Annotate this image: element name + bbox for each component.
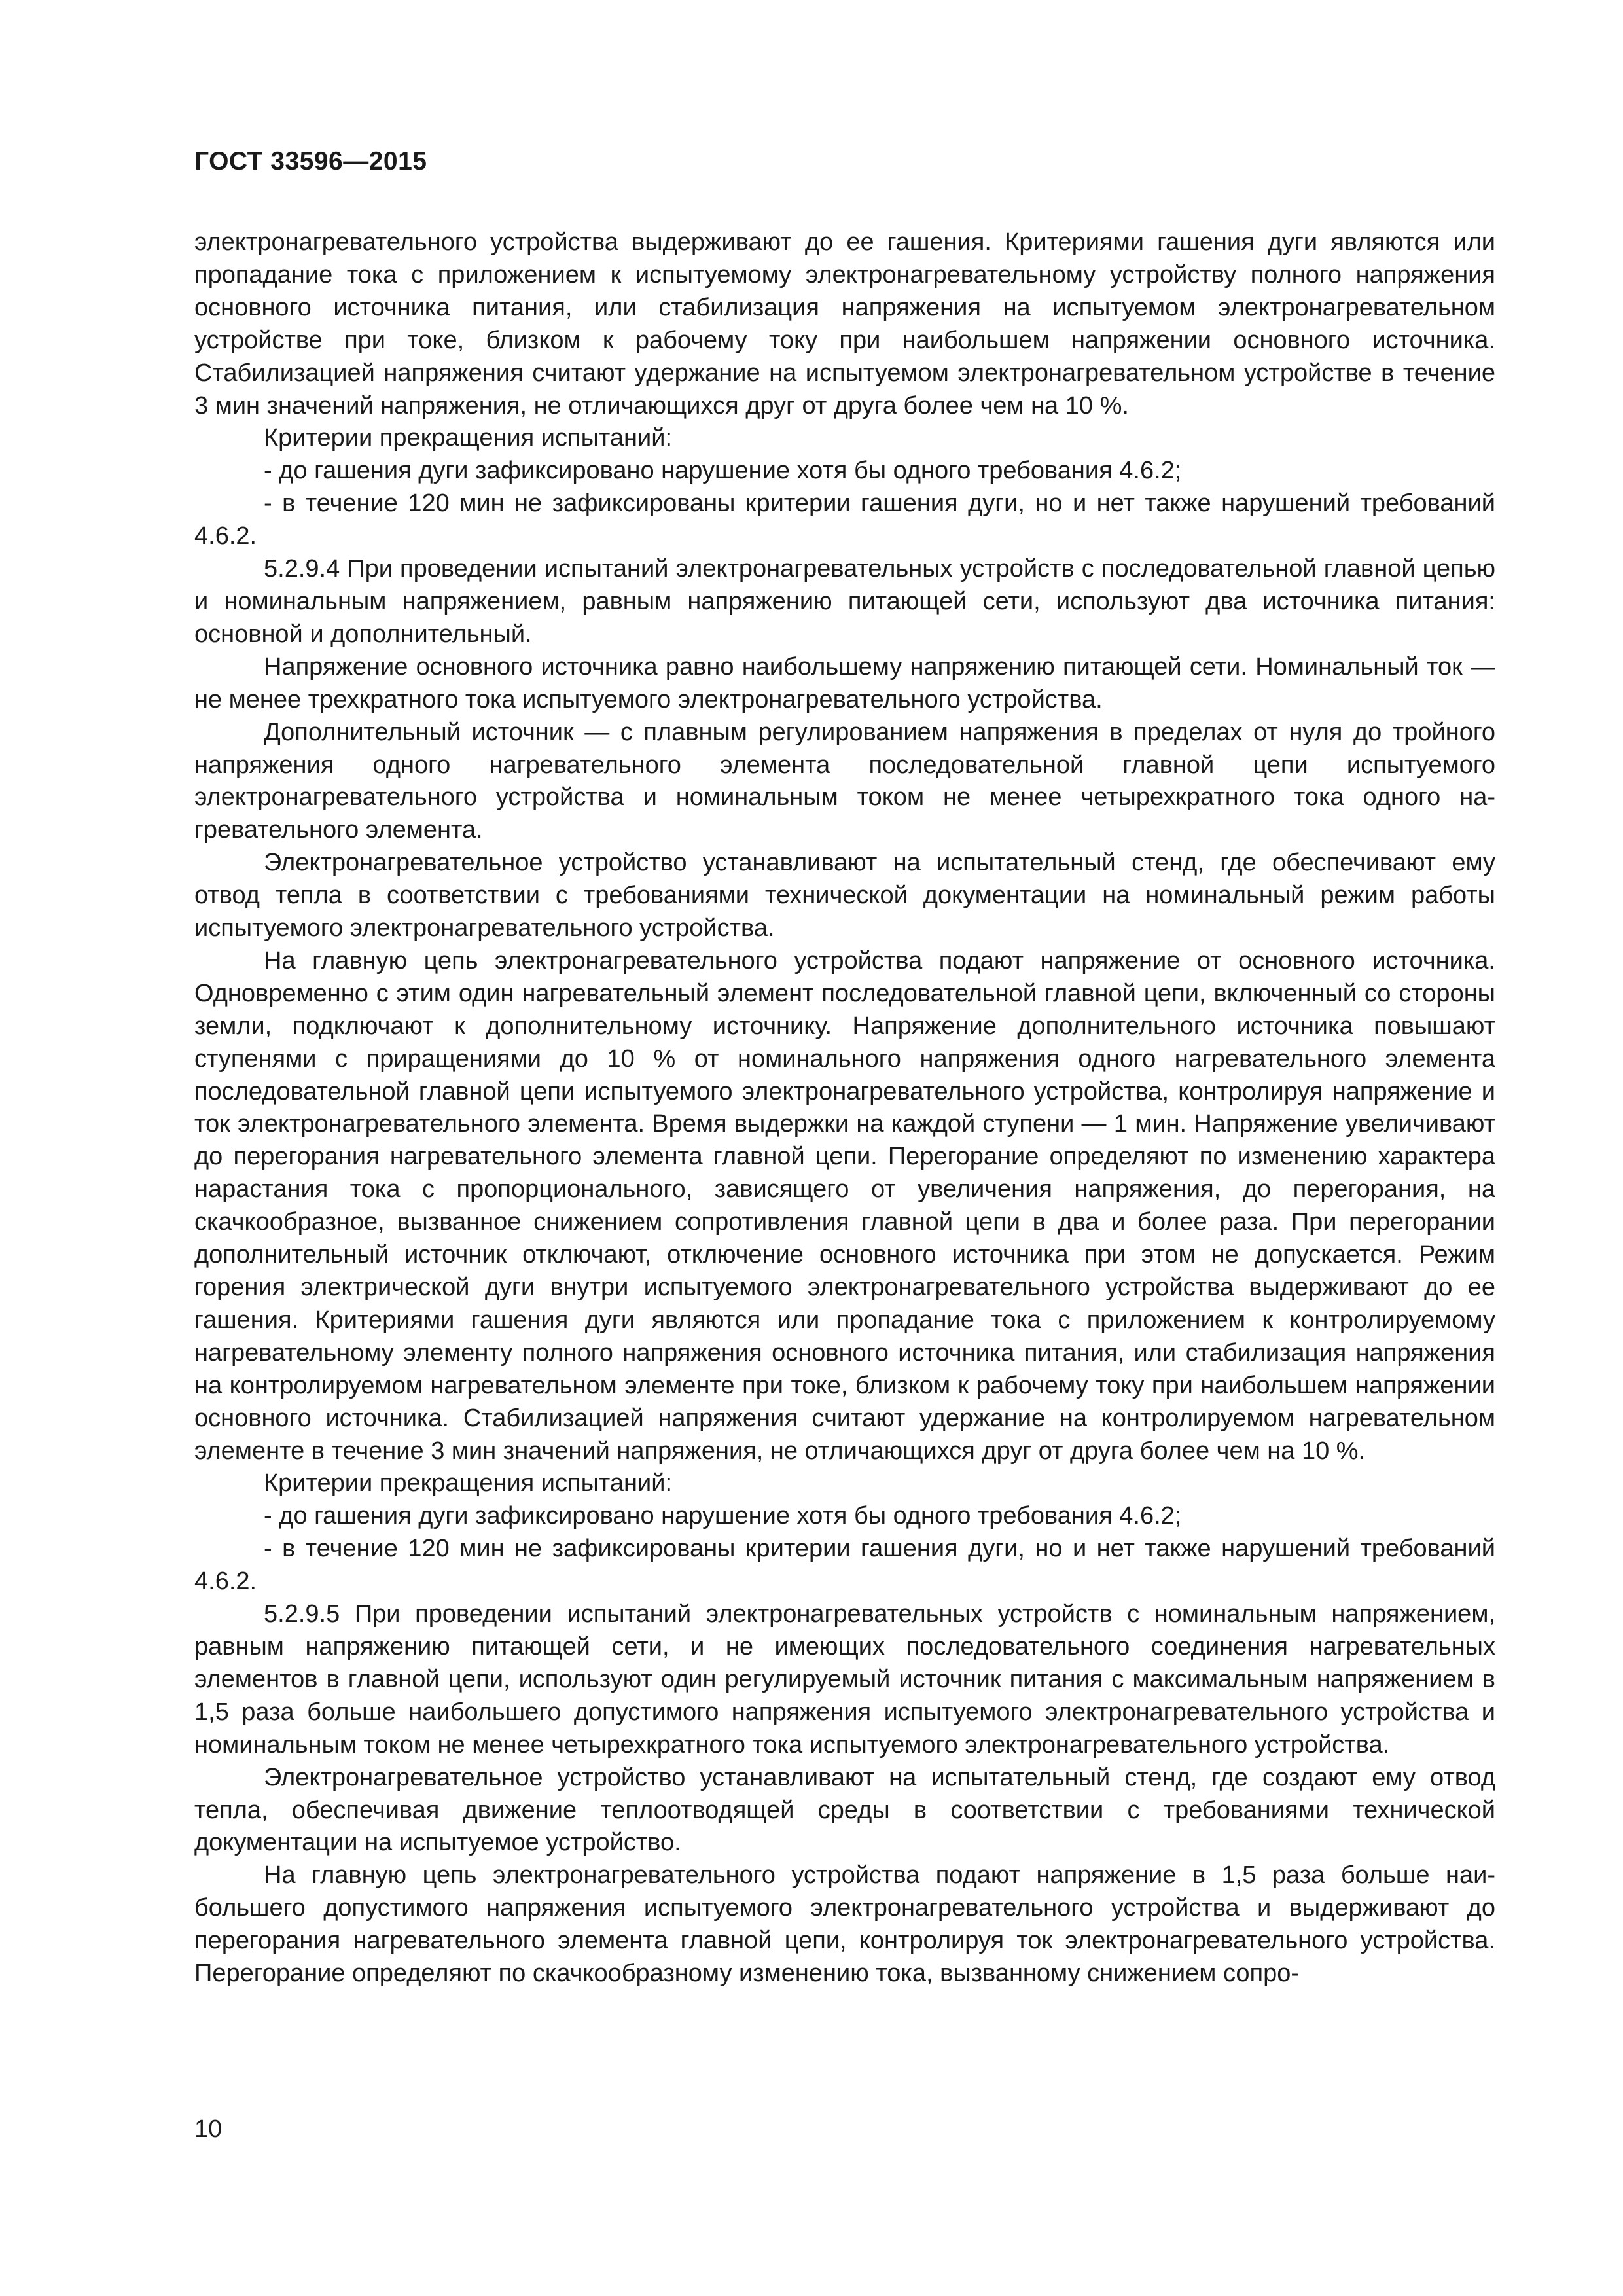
- section-5-2-9-5: 5.2.9.5 При проведении испытаний электронагревательных устройств с номинальным напряжением, равным напряжению питающей сети, и не имеющих последовательного соединения нагревательных элементов в главной цепи, используют один регулируемый источник питания с максимальным напряжением в 1,5 раза больше наибольшего допустимого напряжения испытуемого электронагревательного устройства и номинальным током не менее четырехкратного тока испытуемого электронагревательного устройства.: [194, 1600, 1495, 1759]
- paragraph: На главную цепь электронагревательного устройства подают напряжение в 1,5 раза больше наибольшего допустимого напряжения испытуемого электронагревательного устройства и выдерживают до перегорания нагревательного элемента главной цепи, контролируя ток электронагревательного устройства. Перегорание определяют по скачкообразному изменению тока, вызванному снижением сопро-: [194, 1861, 1495, 1988]
- list-item: - в течение 120 мин не зафиксированы критерии гашения дуги, но и нет также нарушений требований 4.6.2.: [194, 490, 1495, 550]
- list-item: - до гашения дуги зафиксировано нарушение хотя бы одного требования 4.6.2;: [264, 1502, 1182, 1530]
- paragraph: Критерии прекращения испытаний:: [264, 1469, 673, 1498]
- paragraph: На главную цепь электронагревательного устройства подают напряжение от основного источника. Одновременно с этим один нагревательный элемент последовательной главной цепи, включенный со стороны земли, подключают к дополнительному источнику. Напряжение дополнительного источника повышают ступенями с приращениями до 10 % от номинального напряжения одного нагревательного элемента последовательной главной цепи испытуемого электронагревательного устройства, контролируя напряжение и ток электронагревательного элемента. Время выдержки на каждой ступени — 1 мин. Напряжение увеличивают до перегорания нагревательного элемента главной цепи. Перегорание определяют по изменению характера нарастания тока с пропорционального, зависящего от увеличения напряжения, до перегорания, на скачкообразное, вызванное снижением сопротивления главной цепи в два и более раза. При перегорании дополнительный источник отключают, отключение основного источника при этом не допускается. Режим горения электрической дуги внутри испытуемого электронагревательного устройства выдерживают до ее гашения. Критериями гашения дуги являются или пропадание тока с приложением к контролируемому нагревательному элементу полного напряжения основного источника питания, или стабилизация напряжения на контролируемом нагревательном элементе при токе, близком к рабочему току при наибольшем напряжении основного источника. Стабилизацией напряжения считают удержание на контролируемом нагревательном элементе в течение 3 мин значений напряжения, не отличающихся друг от друга более чем на 10 %.: [194, 946, 1495, 1465]
- paragraph: электронагревательного устройства выдерживают до ее гашения. Критериями гашения дуги являются или пропадание тока с приложением к испытуемому электронагревательному устройству полного напряжения основного источника питания, или стабилизация напряжения на испытуемом электронагревательном устройстве при токе, близком к рабочему току при наибольшем напряжении основного источника. Стабилизацией напряжения считают удержание на испытуемом электронагревательном устройстве в течение 3 мин значений напряжения, не отличающихся друг от друга более чем на 10 %.: [194, 228, 1495, 420]
- list-item: - до гашения дуги зафиксировано нарушение хотя бы одного требования 4.6.2;: [264, 457, 1182, 485]
- page-number: 10: [194, 2115, 223, 2143]
- body-text: [194, 226, 1495, 1990]
- list-item: - в течение 120 мин не зафиксированы критерии гашения дуги, но и нет также нарушений требований 4.6.2.: [194, 1535, 1495, 1596]
- paragraph: Напряжение основного источника равно наибольшему напряжению питающей сети. Номинальный ток — не менее трехкратного тока испытуемого электронагревательного устройства.: [194, 653, 1495, 713]
- paragraph: Электронагревательное устройство устанавливают на испытательный стенд, где обеспечивают ему отвод тепла в соответствии с требованиями технической документации на номинальный режим работы испытуемого электронагревательного устройства.: [194, 849, 1495, 942]
- paragraph: Критерии прекращения испытаний:: [264, 424, 673, 452]
- paragraph: Электронагревательное устройство устанавливают на испытательный стенд, где создают ему отвод тепла, обеспечивая движение теплоотводящей среды в соответствии с требованиями технической документации на испытуемое устройство.: [194, 1763, 1495, 1857]
- document-header: ГОСТ 33596—2015: [194, 147, 427, 175]
- paragraph: Дополнительный источник — с плавным регулированием напряжения в пределах от нуля до тройного напряжения одного нагревательного элемента последовательной главной цепи испытуемого электронагревательного устройства и номинальным током не менее четырехкратного тока одного нагревательного элемента.: [194, 718, 1495, 844]
- section-5-2-9-4: 5.2.9.4 При проведении испытаний электронагревательных устройств с последовательной главной цепью и номинальным напряжением, равным напряжению питающей сети, используют два источника питания: основной и дополнительный.: [194, 555, 1495, 648]
